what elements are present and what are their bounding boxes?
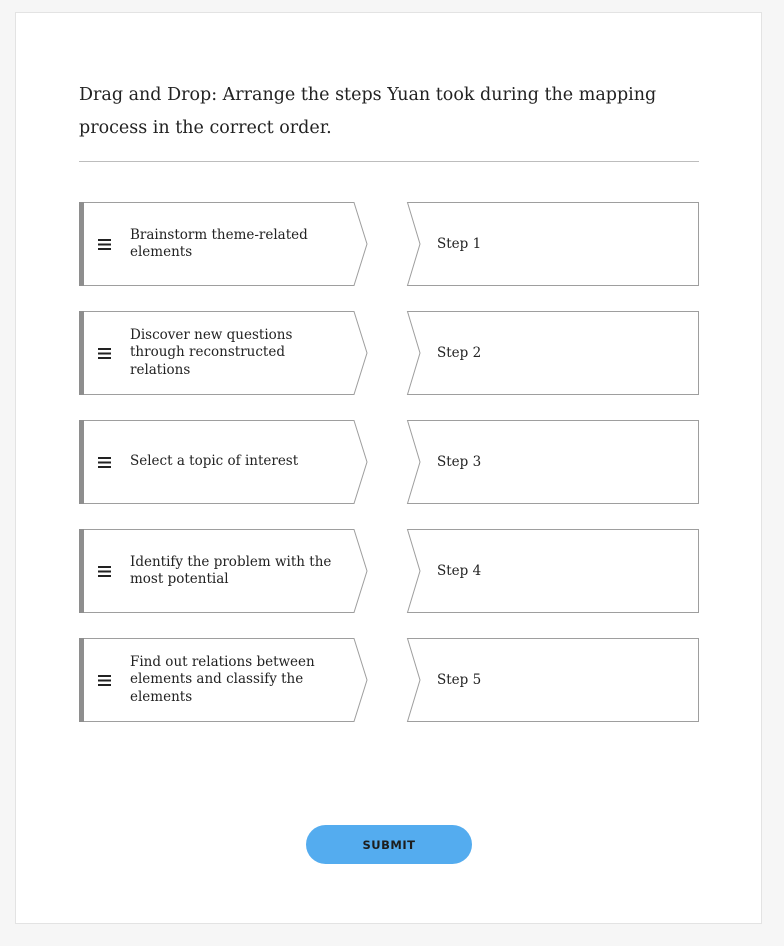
submit-button[interactable]: SUBMIT bbox=[306, 825, 472, 864]
drag-handle-icon[interactable] bbox=[97, 311, 111, 395]
drag-handle-icon[interactable] bbox=[97, 638, 111, 722]
question-prompt: Drag and Drop: Arrange the steps Yuan took during the mapping process in the correct order. bbox=[79, 85, 657, 138]
drop-slot-label: Step 3 bbox=[437, 454, 482, 470]
drag-handle-bar bbox=[79, 202, 84, 286]
drop-slot[interactable] bbox=[407, 529, 699, 613]
draggable-item[interactable] bbox=[79, 638, 369, 722]
drop-slot[interactable] bbox=[407, 638, 699, 722]
draggable-item[interactable] bbox=[79, 311, 369, 395]
draggable-item[interactable] bbox=[79, 529, 369, 613]
draggable-item-label: Find out relations between elements and classify the elements bbox=[130, 653, 315, 705]
draggable-item-label: Brainstorm theme-related elements bbox=[130, 226, 308, 260]
drag-handle-icon[interactable] bbox=[97, 529, 111, 613]
draggable-item-label: Discover new questions through reconstructed relations bbox=[130, 326, 293, 378]
divider bbox=[79, 161, 699, 162]
drag-handle-icon[interactable] bbox=[97, 202, 111, 286]
drop-slot-label: Step 4 bbox=[437, 563, 482, 579]
drag-drop-row bbox=[79, 202, 701, 286]
drag-drop-area bbox=[79, 202, 701, 747]
drag-handle-bar bbox=[79, 420, 84, 504]
drag-drop-row bbox=[79, 311, 701, 395]
drop-slot-label: Step 2 bbox=[437, 345, 482, 361]
drag-drop-row bbox=[79, 529, 701, 613]
drag-handle-bar bbox=[79, 529, 84, 613]
question-card bbox=[15, 12, 762, 924]
drop-slot-label: Step 1 bbox=[437, 236, 482, 252]
draggable-item[interactable] bbox=[79, 420, 369, 504]
drop-slot[interactable] bbox=[407, 202, 699, 286]
drag-drop-row bbox=[79, 420, 701, 504]
drag-handle-icon[interactable] bbox=[97, 420, 111, 504]
draggable-item-label: Identify the problem with the most potential bbox=[130, 553, 332, 587]
drag-drop-row bbox=[79, 638, 701, 722]
draggable-item[interactable] bbox=[79, 202, 369, 286]
drop-slot-label: Step 5 bbox=[437, 672, 482, 688]
drag-handle-bar bbox=[79, 638, 84, 722]
drag-handle-bar bbox=[79, 311, 84, 395]
drop-slot[interactable] bbox=[407, 311, 699, 395]
draggable-item-label: Select a topic of interest bbox=[130, 453, 299, 470]
drop-slot[interactable] bbox=[407, 420, 699, 504]
